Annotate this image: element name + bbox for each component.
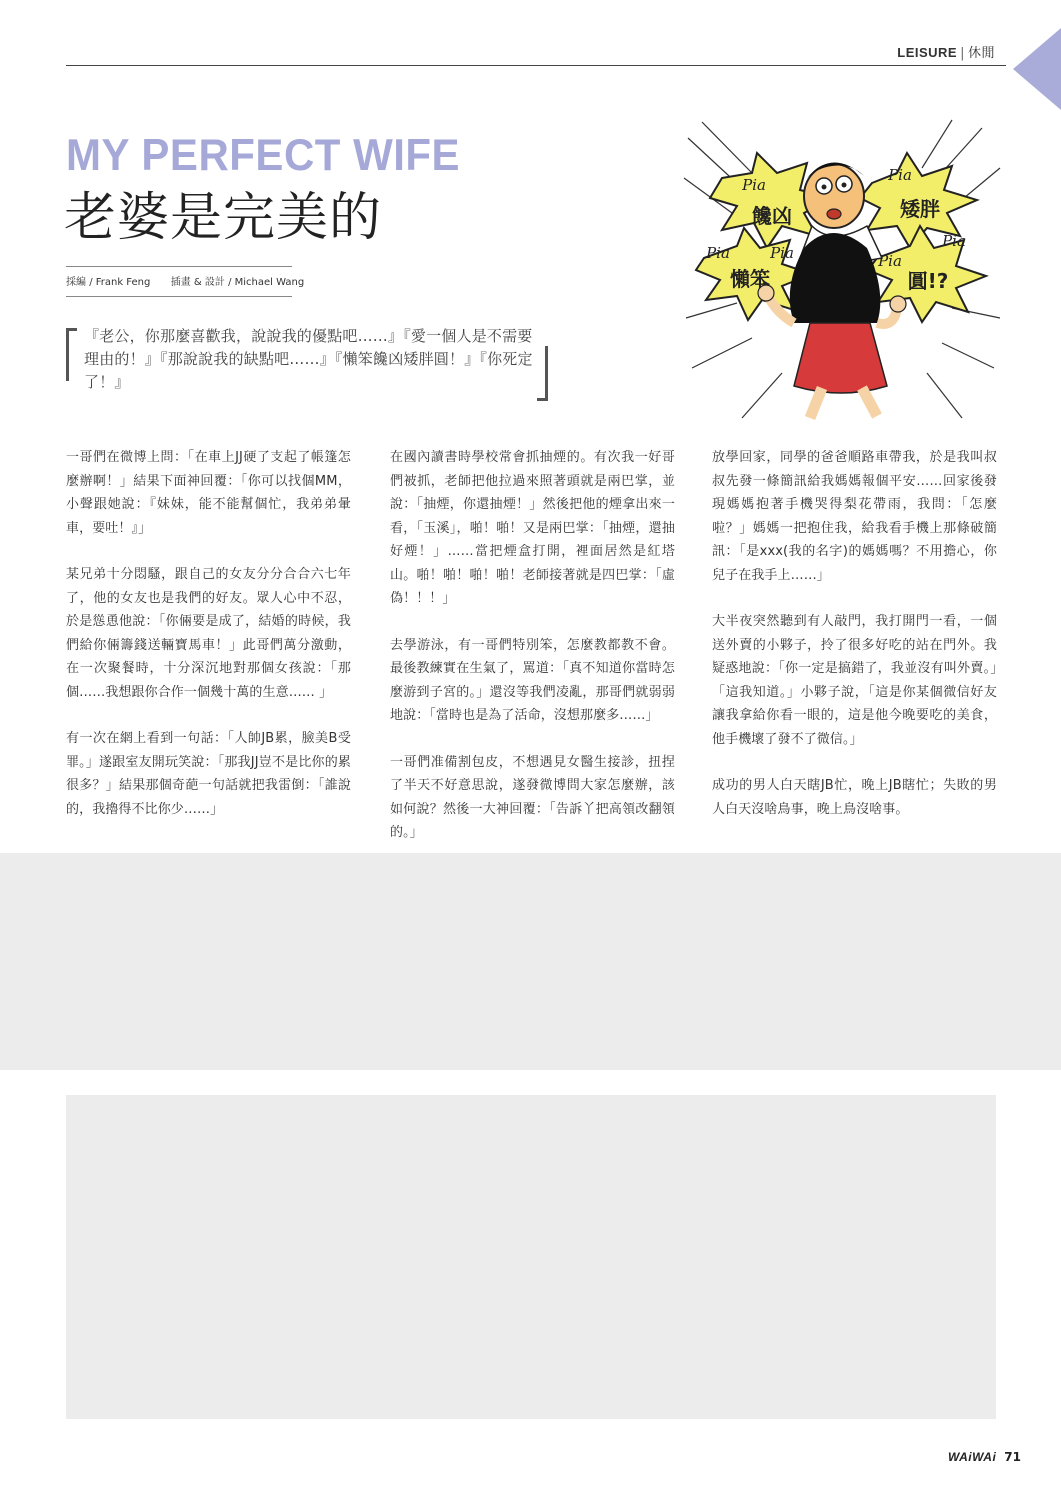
corner-triangle-decoration [1013,28,1061,110]
illustrator-label: 插畫 & 設計 [170,277,225,288]
article-column-1 [66,446,351,844]
paragraph: 成功的男人白天瞎JB忙，晚上JB瞎忙；失敗的男人白天沒啥鳥事，晚上鳥沒啥事。 [712,778,997,817]
cartoon-illustration [682,118,1004,422]
paragraph: 去學游泳，有一哥們特別笨，怎麼教都教不會。最後教練實在生氣了，罵道：「真不知道你當時怎麼游到子宮的。」還沒等我們凌亂，那哥們就弱弱地說：「當時也是為了活命，沒想那麼多……」 [390,637,675,723]
paragraph: 放學回家，同學的爸爸順路車帶我，於是我叫叔叔先發一條簡訊給我媽媽報個平安……回家後發現媽媽抱著手機哭得梨花帶雨，我問：「怎麼啦？」媽媽一把抱住我，給我看手機上那條破簡訊：「是xxx(我的名字)的媽媽嗎？不用擔心，你兒子在我手上……」 [712,450,997,583]
quote-bracket-open [66,328,77,381]
article-column-2 [390,446,675,868]
section-separator: | [960,46,965,61]
paragraph: 在國內讀書時學校常會抓抽煙的。有次我一好哥們被抓，老師把他拉過來照著頭就是兩巴掌，並說：「抽煙，你還抽煙！」然後把他的煙拿出來一看，「玉溪」，啪！啪！又是兩巴掌：「抽煙，還抽好煙！」……當把煙盒打開，裡面居然是紅塔山。啪！啪！啪！啪！老師接著就是四巴掌：「虛偽！！！」 [390,450,675,606]
sfx-pia-3: Pia [706,244,730,262]
gray-band-placeholder [0,853,1061,1070]
pull-quote-text: 『老公，你那麼喜歡我，說說我的優點吧……』『愛一個人是不需要理由的！』『那說說我的缺點吧……』『懶笨饞凶矮胖圓！』『你死定了！』 [84,327,533,391]
paragraph: 大半夜突然聽到有人敲門，我打開門一看，一個送外賣的小夥子，拎了很多好吃的站在門外。我疑惑地說：「你一定是搞錯了，我並沒有叫外賣。」「這我知道。」小夥子說，「這是你某個微信好友讓我拿給你看一眼的，這是他今晚要吃的美食，他手機壞了發不了微信。」 [712,614,997,747]
paragraph: 有一次在網上看到一句話：「人帥JB累，臉美B受罪。」遂跟室友開玩笑說：「那我JJ豈不是比你的累很多？」結果那個奇葩一句話就把我雷倒：「誰說的，我擼得不比你少……」 [66,731,351,817]
paragraph: 一哥們在微博上問：「在車上JJ硬了支起了帳篷怎麼辦啊！」結果下面神回覆：「你可以找個MM，小聲跟她說：『妹妹，能不能幫個忙，我弟弟暈車，要吐！』」 [66,450,351,536]
writer-label: 採編 [66,277,86,288]
title-chinese: 老婆是完美的 [64,188,383,248]
sfx-pia-1: Pia [742,176,766,194]
label-yuan: 圓!? [907,269,949,293]
paragraph: 某兄弟十分悶騷，跟自己的女友分分合合六七年了，他的女友也是我們的好友。眾人心中不忍，於是慫恿他說：「你倆要是成了，結婚的時候，我們給你倆籌錢送輛寶馬車！」此哥們萬分激動，在一次聚餐時，十分深沉地對那個女孩說：「那個……我想跟你合作一個幾十萬的生意…… 」 [66,567,351,700]
label-lan-ben: 懶笨 [730,267,770,291]
section-label [897,42,995,61]
pull-quote [66,328,548,394]
title-english: MY PERFECT WIFE [66,130,461,180]
sfx-pia-5: Pia [942,232,966,250]
sfx-pia-4: Pia [770,244,794,262]
sfx-pia-2: Pia [888,166,912,184]
sfx-pia-6: Pia [878,252,902,270]
magazine-logo: WAiWAi [947,1450,997,1464]
illustrator-name: / Michael Wang [228,277,305,288]
header-rule [66,65,1006,66]
credits-line [66,266,305,297]
section-label-zh: 休閒 [967,46,995,61]
ad-placeholder-box [66,1095,996,1419]
writer-name: / Frank Feng [89,277,151,288]
page-number: 71 [1004,1450,1021,1464]
article-column-3 [712,446,997,844]
label-ai-pang: 矮胖 [900,197,940,221]
page-footer [948,1450,1021,1464]
label-chan-xiong: 饞凶 [752,204,792,228]
quote-bracket-close [537,346,548,401]
paragraph: 一哥們准備割包皮，不想遇見女醫生接診，扭捏了半天不好意思說，遂發微博問大家怎麼辦，該如何說？然後一大神回覆：「告訴丫把高領改翻領的。」 [390,754,675,840]
section-label-en: LEISURE [897,45,958,60]
